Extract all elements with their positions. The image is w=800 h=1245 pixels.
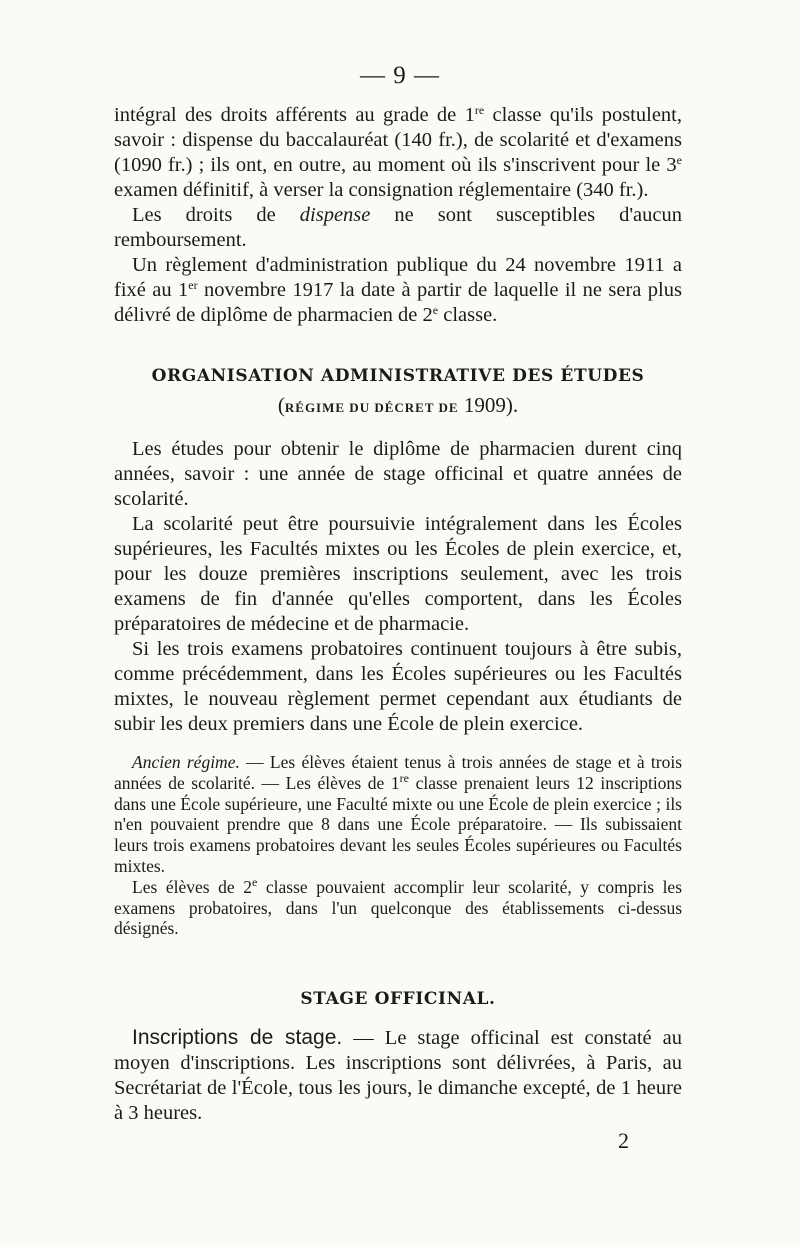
superscript: e	[432, 303, 439, 317]
stage-block	[114, 1025, 682, 1126]
text-run: Les droits de	[132, 204, 300, 226]
organisation-paragraph-3: Si les trois examens probatoires continuent toujours à être subis, comme précédemment, dans les Écoles supérieures ou les Facultés mixtes, le nouveau règlement permet cependant aux étudiants de subir les deux premiers dans une École de plein exercice.	[114, 638, 682, 735]
text-run: classe prenaient leurs 12 inscriptions dans une École supérieure, une Faculté mixte ou une École de plein exercice ; ils n'en pouvaient prendre que 8 dans une École préparatoire. — Ils subissaient leurs trois examens probatoires devant les seules Écoles supérieures ou Facultés mixtes.	[114, 772, 682, 876]
text-run: — Les élèves étaient tenus à trois années de stage et à trois années de scolarité. — Les élèves de 1	[114, 752, 683, 793]
superscript: e	[676, 153, 682, 167]
superscript: re	[399, 770, 409, 785]
stage-paragraph	[114, 1025, 682, 1126]
superscript: re	[474, 103, 485, 117]
organisation-block	[114, 437, 682, 737]
text-run: — Le stage officinal est constaté au moyen d'inscriptions. Les inscriptions sont délivrées, à Paris, au Secrétariat de l'École, tous les jours, le dimanche excepté, de 1 heure à 3 heures.	[114, 1027, 682, 1124]
intro-block	[114, 103, 682, 328]
small-caps-label: RÉGIME DU DÉCRET DE	[284, 400, 459, 415]
text-run: classe qu'ils postulent, savoir : dispense du baccalauréat (140 fr.), de scolarité et d'examens (1090 fr.) ; ils ont, en outre, au moment où ils s'inscrivent pour le 3	[114, 104, 682, 176]
text-run: Un règlement d'administration publique du 24 novembre 1911 a fixé au 1	[114, 254, 682, 301]
text-run: classe.	[438, 304, 498, 326]
superscript: e	[251, 874, 258, 889]
text-run: classe pouvaient accomplir leur scolarité, y compris les examens probatoires, dans l'un quelconque des établissements ci-dessus désignés.	[114, 876, 683, 939]
superscript: er	[188, 278, 198, 292]
run-in-heading: Inscriptions de stage.	[132, 1026, 343, 1049]
text-run: ne sont susceptibles d'aucun remboursement.	[114, 204, 682, 251]
emphasis: dispense	[299, 204, 371, 226]
signature-mark: 2	[618, 1128, 629, 1153]
ancien-paragraph-2	[114, 874, 683, 939]
text-run: intégral des droits afférents au grade de 1	[114, 104, 475, 126]
ancien-paragraph-1	[114, 752, 682, 877]
intro-paragraph-1	[114, 103, 682, 203]
section-title-organisation: ORGANISATION ADMINISTRATIVE DES ÉTUDES	[151, 366, 645, 386]
organisation-paragraph-2: La scolarité peut être poursuivie intégralement dans les Écoles supérieures, les Facultés mixtes ou les Écoles de plein exercice, et, pour les douze premières inscriptions seulement, avec les trois examens de fin d'année qu'elles comportent, dans les Écoles préparatoires de médecine et de pharmacie.	[114, 513, 682, 635]
year: 1909).	[458, 393, 519, 417]
paren-open: (	[277, 393, 285, 417]
text-run: novembre 1917 la date à partir de laquelle il ne sera plus délivré de diplôme de pharmacien de 2	[114, 279, 682, 326]
section-subtitle	[114, 393, 682, 418]
section-title-stage: STAGE OFFICINAL.	[300, 989, 496, 1009]
intro-paragraph-3	[114, 253, 682, 328]
lead-label: Ancien régime.	[132, 752, 240, 772]
text-run: examen définitif, à verser la consignation réglementaire (340 fr.).	[114, 179, 649, 201]
intro-paragraph-2	[114, 203, 682, 253]
page-number: — 9 —	[360, 62, 440, 89]
ancien-regime-block	[114, 752, 682, 939]
organisation-paragraph-1: Les études pour obtenir le diplôme de pharmacien durent cinq années, savoir : une année de stage officinal et quatre années de scolarité.	[114, 438, 682, 510]
text-run: Les élèves de 2	[132, 876, 252, 897]
